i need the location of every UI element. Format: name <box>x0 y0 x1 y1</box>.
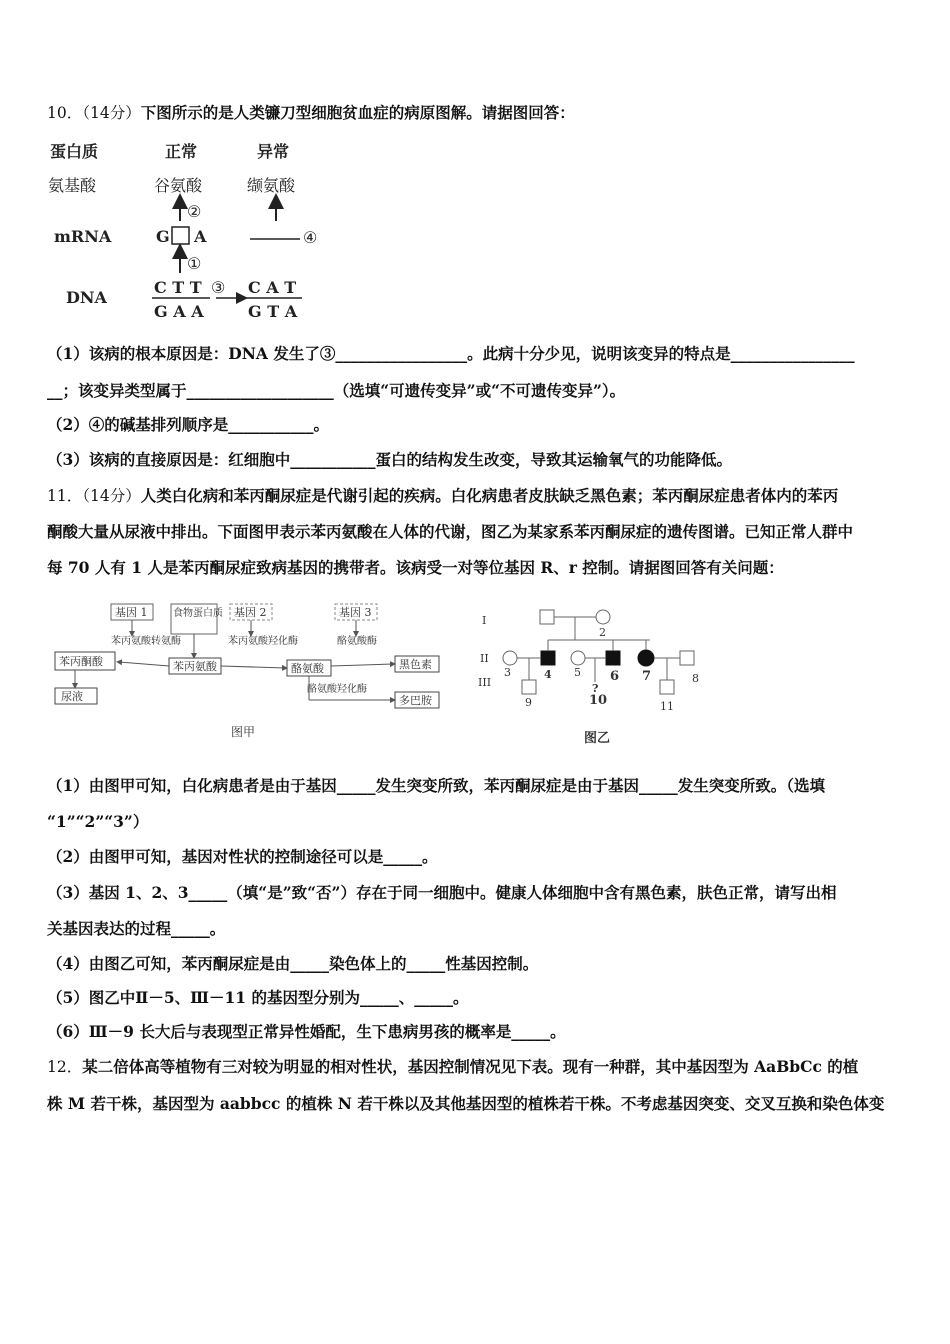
gene2: 基因 2 <box>234 606 267 619</box>
id-7: 7 <box>642 669 652 684</box>
q11-sub4: （4）由图乙可知，苯丙酮尿症是由_____染色体上的_____性基因控制。 <box>47 954 539 973</box>
step3-label: ③ <box>211 278 226 297</box>
row-mrna: mRNA <box>54 227 112 246</box>
enzyme4: 酪氨酸羟化酶 <box>307 684 367 695</box>
ind-4 <box>541 651 555 665</box>
ind-3 <box>503 651 517 665</box>
q11-sub3-line2: 关基因表达的过程_____。 <box>47 919 226 938</box>
unknown-10: ? <box>592 682 599 695</box>
caption-a: 图甲 <box>231 725 256 739</box>
q11-number: 11．（14分） <box>47 487 141 505</box>
step1-label: ① <box>187 254 202 273</box>
step4-label: ④ <box>303 228 318 247</box>
id-4: 4 <box>544 668 552 681</box>
urine: 尿液 <box>61 690 83 703</box>
q11-sub2: （2）由图甲可知，基因对性状的控制途径可以是_____。 <box>47 847 438 866</box>
id-8: 8 <box>692 672 699 685</box>
header-normal: 正常 <box>165 142 198 161</box>
dna-abnormal-bottom: G T A <box>248 302 298 321</box>
arrow-phe-ppa <box>119 662 169 666</box>
q10-sub1-line2: __；该变异类型属于___________________（选填“可遗传变异”或“不可遗传变异”）。 <box>47 381 626 400</box>
q10-stem <box>47 103 575 123</box>
figure-a <box>45 596 465 751</box>
header-abnormal: 异常 <box>257 142 290 161</box>
gene1: 基因 1 <box>115 606 148 619</box>
q11-stem-line2: 酮酸大量从尿液中排出。下面图甲表示苯丙氨酸在人体的代谢，图乙为某家系苯丙酮尿症的遗传图谱。已知正常人群中 <box>47 522 854 541</box>
dopa: 多巴胺 <box>399 694 432 707</box>
ind-5 <box>571 651 585 665</box>
q10-sub3: （3）该病的直接原因是：红细胞中___________蛋白的结构发生改变，导致其运输氧气的功能降低。 <box>47 450 733 469</box>
ppa: 苯丙酮酸 <box>59 655 103 668</box>
enzyme2: 苯丙氨酸羟化酶 <box>228 636 298 647</box>
gen-III: III <box>478 676 492 689</box>
id-5: 5 <box>574 666 581 679</box>
q10-sub1-line1: （1）该病的根本原因是：DNA 发生了③_________________。此病十分少见，说明该变异的特点是________________ <box>47 344 855 363</box>
arrow-tyr-melanin <box>331 664 393 666</box>
id-9: 9 <box>525 696 532 709</box>
dna-normal-top: C T T <box>154 278 202 297</box>
q11-stem-line3: 每 70 人有 1 人是苯丙酮尿症致病基因的携带者。该病受一对等位基因 R、r 控制。请据图回答有关问题： <box>47 558 784 577</box>
dna-abnormal-top: C A T <box>248 278 297 297</box>
melanin: 黑色素 <box>399 658 432 671</box>
q12-line2: 株 M 若干株，基因型为 aabbcc 的植株 N 若干株以及其他基因型的植株若干株。不考虑基因突变、交叉互换和染色体变 <box>47 1094 885 1113</box>
row-dna: DNA <box>66 288 107 307</box>
q10-sub2: （2）④的碱基排列顺序是___________。 <box>47 415 330 434</box>
gene3: 基因 3 <box>339 606 372 619</box>
ind-2 <box>596 610 610 624</box>
q11-sub6: （6）Ⅲ－9 长大后与表现型正常异性婚配，生下患病男孩的概率是_____。 <box>47 1022 566 1041</box>
ind-6 <box>606 651 620 665</box>
q11-sub3-line1: （3）基因 1、2、3_____（填“是”致“否”）存在于同一细胞中。健康人体细胞中含有黑色素，肤色正常，请写出相 <box>47 883 837 902</box>
ind-7 <box>638 650 654 666</box>
row-amino: 氨基酸 <box>48 176 97 195</box>
ind-8 <box>680 651 694 665</box>
q12-line1 <box>47 1057 858 1077</box>
mrna-blank-box <box>172 227 189 244</box>
id-11: 11 <box>660 700 674 713</box>
dna-normal-bottom: G A A <box>154 302 204 321</box>
mrna-right: A <box>194 227 207 246</box>
q11-sub1-line2: “1”“2”“3”） <box>47 812 149 831</box>
q10-stem-text: 下图所示的是人类镰刀型细胞贫血症的病原图解。请据图回答： <box>140 103 575 122</box>
abnormal-amino: 缬氨酸 <box>247 176 296 195</box>
mrna-left: G <box>156 227 170 246</box>
q11-sub5: （5）图乙中Ⅱ－5、Ⅲ－11 的基因型分别为_____、_____。 <box>47 988 469 1007</box>
gen-II: II <box>480 652 489 665</box>
gen-I: I <box>482 614 487 627</box>
ind-1 <box>540 610 554 624</box>
q11-stem-line1 <box>47 486 838 506</box>
phe: 苯丙氨酸 <box>173 660 217 673</box>
id-10: 10 <box>589 693 608 708</box>
arrow-phe-tyr <box>221 666 285 668</box>
step2-label: ② <box>187 202 202 221</box>
header-protein: 蛋白质 <box>50 142 99 161</box>
q11-stem-text1: 人类白化病和苯丙酮尿症是代谢引起的疾病。白化病患者皮肤缺乏黑色素；苯丙酮尿症患者体内的苯丙 <box>140 486 839 505</box>
ind-11 <box>660 680 674 694</box>
q11-sub1-line1: （1）由图甲可知，白化病患者是由于基因_____发生突变所致，苯丙酮尿症是由于基因_____发生突变所致。（选填 <box>47 776 826 795</box>
caption-b: 图乙 <box>584 731 611 746</box>
q12-line1-text: 某二倍体高等植物有三对较为明显的相对性状，基因控制情况见下表。现有一种群，其中基因型为 AaBbCc 的植 <box>82 1057 859 1076</box>
enzyme3: 酪氨酸酶 <box>337 636 377 647</box>
q12-number: 12． <box>47 1058 83 1076</box>
id-3: 3 <box>504 666 511 679</box>
normal-amino: 谷氨酸 <box>154 176 203 195</box>
q10-number: 10．（14分） <box>47 104 141 122</box>
enzyme1: 苯丙氨酸转氨酶 <box>111 636 181 647</box>
id-2: 2 <box>599 626 606 639</box>
figure-b-pedigree <box>470 590 710 750</box>
food: 食物蛋白质 <box>173 608 223 619</box>
ind-9 <box>522 680 536 694</box>
q10-diagram <box>40 135 340 325</box>
tyr: 酪氨酸 <box>291 662 324 675</box>
id-6: 6 <box>610 669 620 684</box>
